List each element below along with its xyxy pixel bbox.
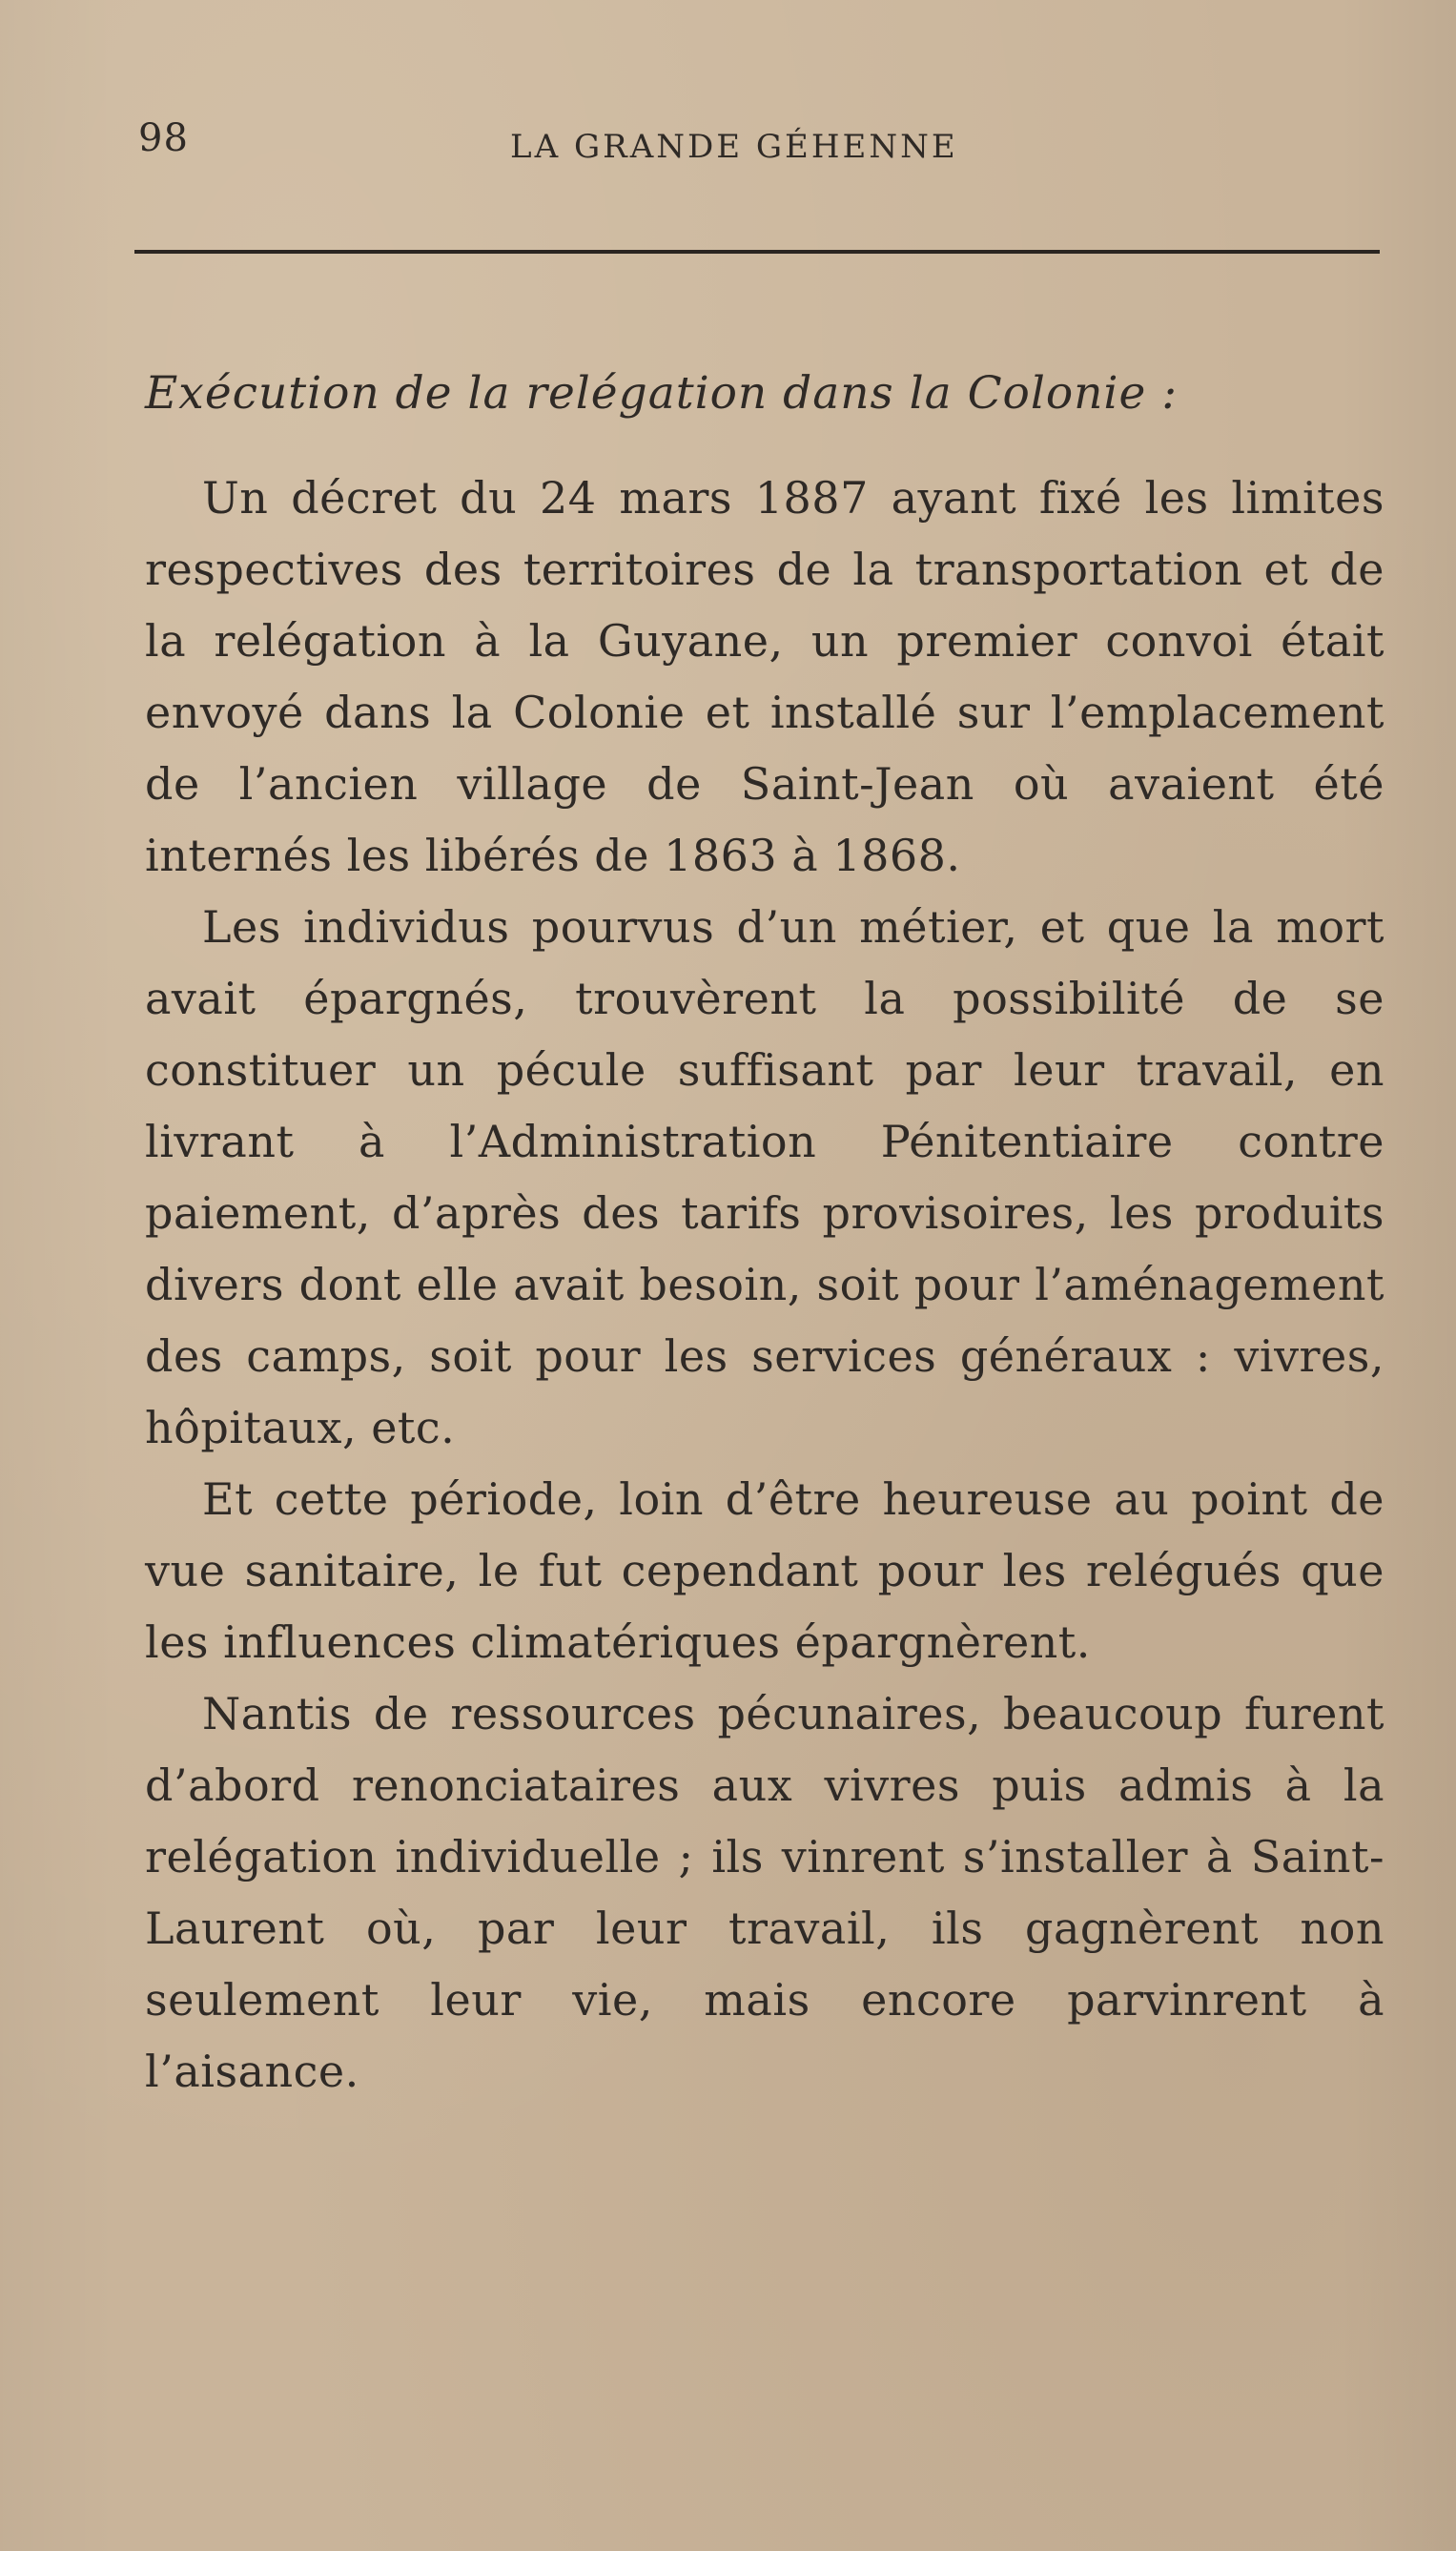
paragraph-4: Nantis de ressources pécunaires, beaucoup furent d’abord renonciataires aux vivres puis admis à la relégation individuelle ; ils vinrent s’installer à Saint-Laurent où, par leur travail, ils gagnèrent non seulement leur vie, mais encore parvinrent à l’aisance.	[145, 1688, 1384, 2097]
paragraph-3: Et cette période, loin d’être heureuse au point de vue sanitaire, le fut cependant pour les relégués que les influences climatériques épargnèrent.	[145, 1473, 1384, 1668]
page-number: 98	[138, 116, 189, 160]
paragraph-1: Un décret du 24 mars 1887 ayant fixé les limites respectives des territoires de la transportation et de la relégation à la Guyane, un premier convoi était envoyé dans la Colonie et installé sur l’emplacement de l’ancien village de Saint-Jean où avaient été internés les libérés de 1863 à 1868.	[145, 472, 1384, 881]
running-title: LA GRANDE GÉHENNE	[510, 128, 958, 166]
body-text	[145, 463, 1384, 2108]
section-title: Exécution de la relégation dans la Colonie :	[145, 367, 1179, 420]
header-rule	[134, 250, 1380, 254]
paragraph-2: Les individus pourvus d’un métier, et que la mort avait épargnés, trouvèrent la possibilité de se constituer un pécule suffisant par leur travail, en livrant à l’Administration Pénitentiaire contre paiement, d’après des tarifs provisoires, les produits divers dont elle avait besoin, soit pour l’aménagement des camps, soit pour les services généraux : vivres, hôpitaux, etc.	[145, 901, 1384, 1453]
